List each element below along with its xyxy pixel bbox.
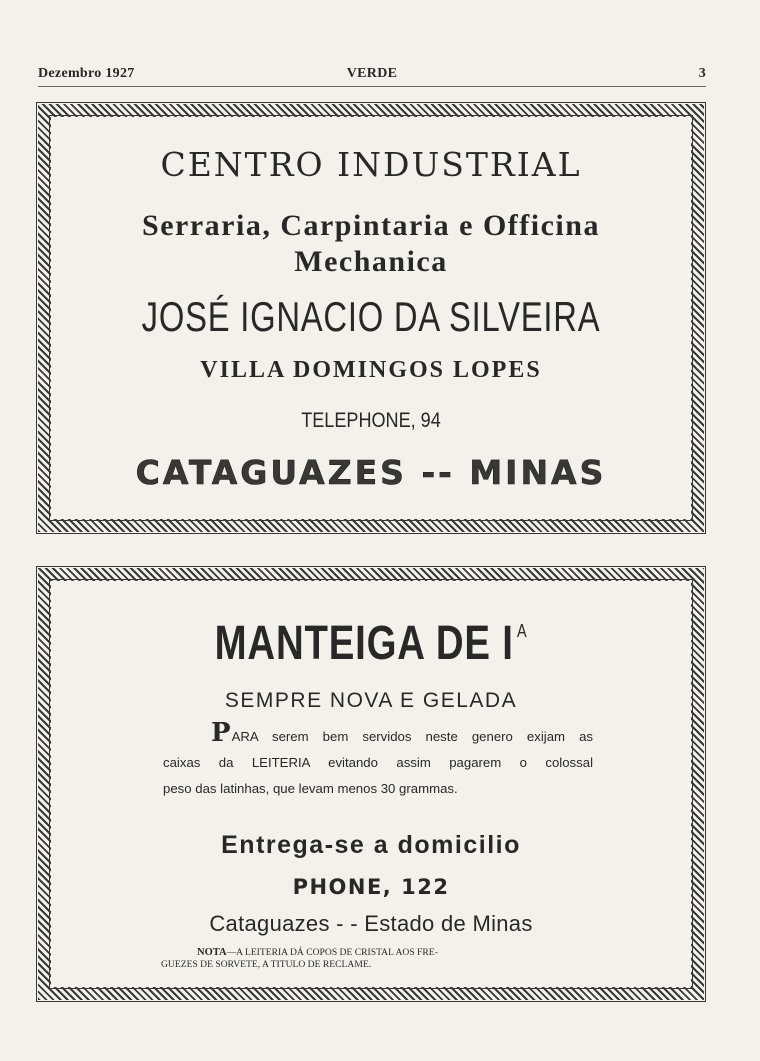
ad2-city: Cataguazes - - Estado de Minas <box>209 911 533 936</box>
header-title: VERDE <box>346 66 398 81</box>
ad2-paragraph-line1-text: ARA serem bem servidos neste genero exijam as <box>231 729 593 744</box>
ad2-phone: PHONE, 122 <box>292 875 450 899</box>
page-header <box>38 66 706 87</box>
centro-industrial-advertisement <box>38 104 704 532</box>
ad2-dropcap: P <box>211 718 231 748</box>
ad2-note-line1-text: —A LEITERIA DÁ COPOS DE CRISTAL AOS FRE- <box>226 947 438 958</box>
ad2-title-superscript: A <box>516 621 528 641</box>
ad2-title <box>115 616 627 671</box>
ad2-delivery: Entrega-se a domicilio <box>221 831 521 859</box>
ad2-title-text: MANTEIGA DE I <box>214 617 514 670</box>
ad2-note <box>161 947 561 971</box>
ad2-note-label: NOTA <box>197 947 227 958</box>
ad1-subtitle-line2: Mechanica <box>294 245 448 278</box>
ad1-place: VILLA DOMINGOS LOPES <box>200 357 542 383</box>
ad1-telephone: TELEPHONE, 94 <box>301 409 441 432</box>
ad1-subtitle-line1: Serraria, Carpintaria e Officina <box>142 209 600 242</box>
manteiga-advertisement <box>38 568 704 1000</box>
ad2-note-line2: GUEZES DE SORVETE, A TITULO DE RECLAME. <box>161 959 372 970</box>
ad1-title: CENTRO INDUSTRIAL <box>160 145 582 184</box>
ad1-owner-name: JOSÉ IGNACIO DA SILVEIRA <box>141 293 601 340</box>
ad2-paragraph-line1 <box>163 718 593 750</box>
ad2-paragraph-line3: peso das latinhas, que levam menos 30 grammas. <box>163 781 458 796</box>
ad2-paragraph <box>163 718 593 802</box>
ad2-paragraph-line2: caixas da LEITERIA evitando assim pagarem o colossal <box>163 755 593 770</box>
ad2-subtitle: SEMPRE NOVA E GELADA <box>224 689 518 712</box>
ad1-city: CATAGUAZES -- MINAS <box>135 453 607 492</box>
ad2-note-line1 <box>161 947 561 959</box>
page-number: 3 <box>698 66 706 81</box>
header-date: Dezembro 1927 <box>38 66 135 81</box>
